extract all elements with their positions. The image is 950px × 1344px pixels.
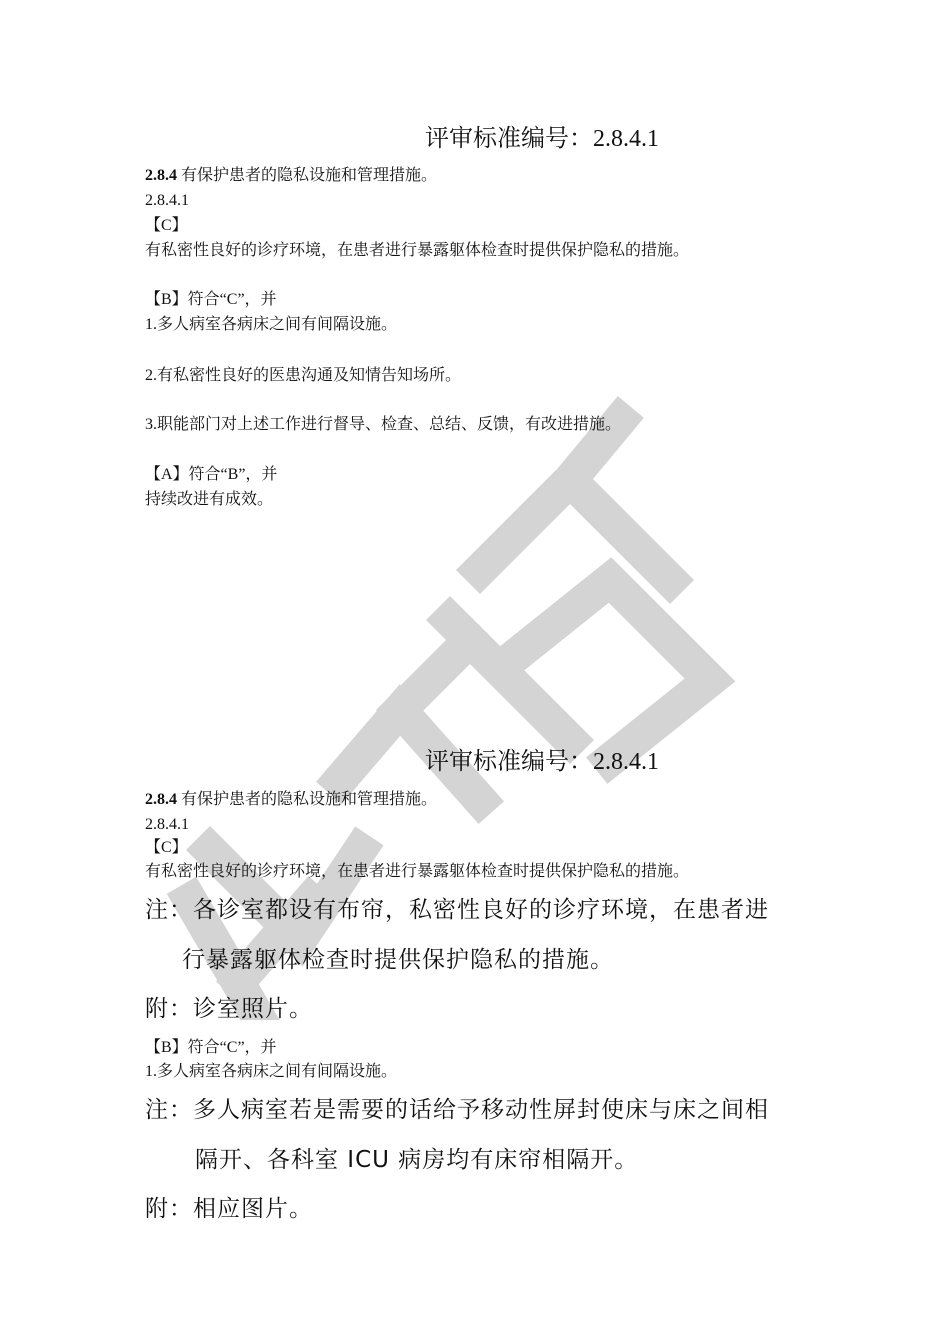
grade-b-item-1: 1.多人病室各病床之间有间隔设施。 [145,316,398,333]
note-1-line-1: 注：各诊室都设有布帘，私密性良好的诊疗环境，在患者进 [145,897,769,923]
grade-c-label: 【C】 [145,217,188,234]
grade-b-item-2: 2.有私密性良好的医患沟通及知情告知场所。 [145,367,462,384]
section-title: 评审标准编号：2.8.4.1 [425,126,659,152]
heading-text: 有保护患者的隐私设施和管理措施。 [177,167,438,184]
section-title: 评审标准编号：2.8.4.1 [425,749,659,775]
item-number: 2.8.4.1 [145,816,189,833]
attachment-2: 附：相应图片。 [145,1196,313,1222]
item-number: 2.8.4.1 [145,192,189,209]
grade-c-text: 有私密性良好的诊疗环境，在患者进行暴露躯体检查时提供保护隐私的措施。 [145,242,690,259]
grade-c-text: 有私密性良好的诊疗环境，在患者进行暴露躯体检查时提供保护隐私的措施。 [145,863,690,880]
standard-heading [145,166,437,186]
heading-number: 2.8.4 [145,167,177,184]
standard-heading [145,790,437,810]
attachment-1: 附：诊室照片。 [145,996,313,1022]
note-2-line-1: 注：多人病室若是需要的话给予移动性屏封使床与床之间相 [145,1097,769,1123]
grade-b-label: 【B】符合“C”，并 [145,291,277,308]
grade-a-text: 持续改进有成效。 [145,491,274,508]
heading-text: 有保护患者的隐私设施和管理措施。 [177,791,438,808]
note-2-line-2: 隔开、各科室 ICU 病房均有床帘相隔开。 [195,1147,639,1173]
note-1-line-2: 行暴露躯体检查时提供保护隐私的措施。 [182,947,614,973]
grade-b-item-3: 3.职能部门对上述工作进行督导、检查、总结、反馈，有改进措施。 [145,416,622,433]
grade-b-item-1: 1.多人病室各病床之间有间隔设施。 [145,1063,398,1080]
grade-b-label: 【B】符合“C”，并 [145,1039,277,1056]
grade-c-label: 【C】 [145,839,188,856]
heading-number: 2.8.4 [145,791,177,808]
grade-a-label: 【A】符合“B”，并 [145,466,278,483]
